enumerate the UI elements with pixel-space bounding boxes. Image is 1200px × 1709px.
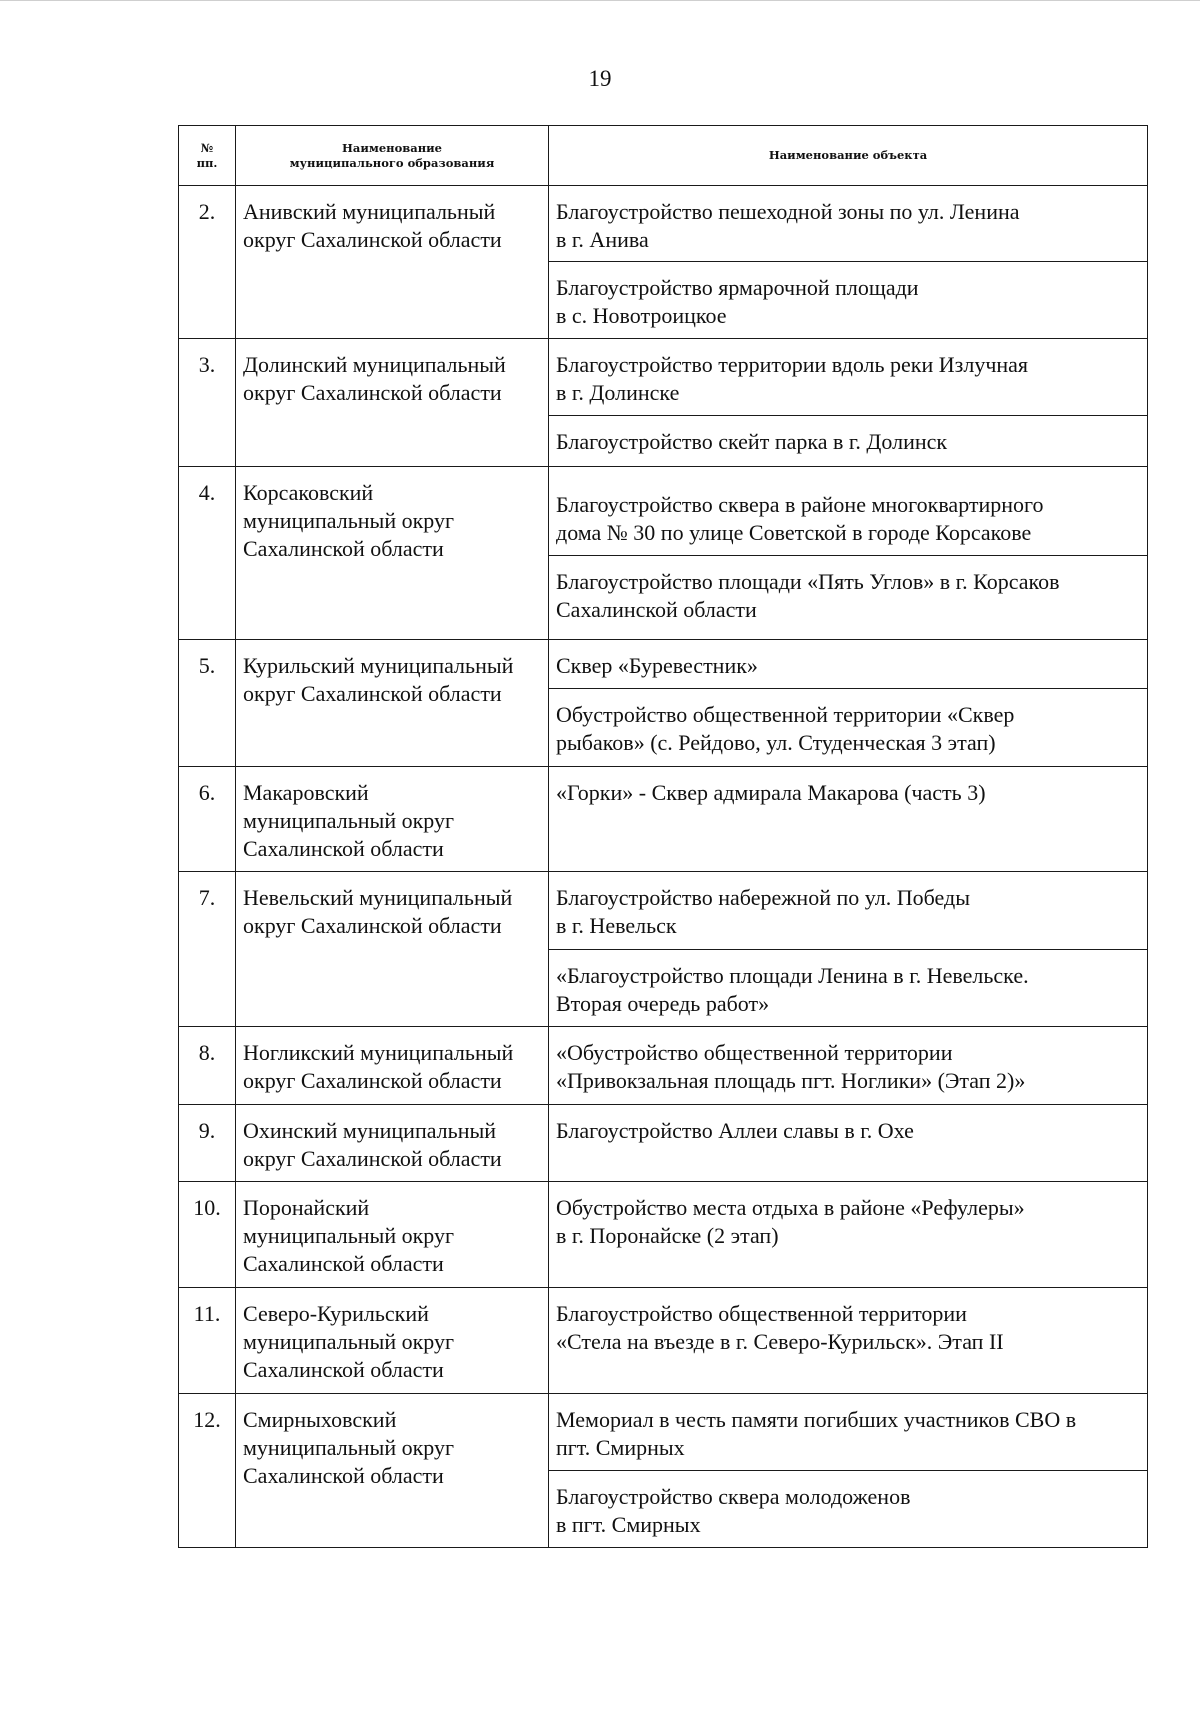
object-line: Благоустройство территории вдоль реки Излучная [556, 352, 1029, 377]
object-cell [549, 1105, 1148, 1182]
row-number: 10. [179, 1182, 236, 1288]
table-row [179, 467, 1148, 556]
municipality-line: Ногликский муниципальный [243, 1040, 514, 1065]
object-cell [549, 556, 1148, 640]
municipality-line: округ Сахалинской области [243, 681, 502, 706]
object-line: в г. Невельск [556, 913, 677, 938]
table-row [179, 1288, 1148, 1394]
object-cell [549, 467, 1148, 556]
object-line: в г. Поронайске (2 этап) [556, 1223, 779, 1248]
municipality-line: муниципальный округ [243, 1329, 455, 1354]
object-cell [549, 1182, 1148, 1288]
municipality-cell [236, 339, 549, 467]
table-row [179, 339, 1148, 416]
municipality-line: Охинский муниципальный [243, 1118, 497, 1143]
municipality-line: муниципальный округ [243, 808, 455, 833]
row-number: 11. [179, 1288, 236, 1394]
object-cell [549, 1288, 1148, 1394]
municipality-line: Сахалинской области [243, 536, 444, 561]
table-row [179, 1394, 1148, 1471]
municipality-line: Сахалинской области [243, 1463, 444, 1488]
object-line: Обустройство общественной территории «Сквер [556, 702, 1015, 727]
header-object [549, 126, 1148, 186]
object-cell [549, 1027, 1148, 1105]
object-line: Благоустройство пешеходной зоны по ул. Ленина [556, 199, 1020, 224]
row-number: 6. [179, 767, 236, 872]
object-cell [549, 262, 1148, 339]
municipality-cell [236, 1105, 549, 1182]
object-line: Обустройство места отдыха в районе «Рефулеры» [556, 1195, 1025, 1220]
object-line: Сквер «Буревестник» [556, 653, 758, 678]
municipality-line: Курильский муниципальный [243, 653, 514, 678]
municipality-cell [236, 1288, 549, 1394]
table-header-row [179, 126, 1148, 186]
row-number: 7. [179, 872, 236, 1027]
object-cell [549, 950, 1148, 1027]
object-line: рыбаков» (с. Рейдово, ул. Студенческая 3 этап) [556, 730, 996, 755]
header-municipality-line: Наименование [342, 140, 442, 155]
municipality-cell [236, 186, 549, 339]
objects-table [178, 125, 1148, 1548]
header-municipality [236, 126, 549, 186]
object-line: «Привокзальная площадь пгт. Ноглики» (Этап 2)» [556, 1068, 1026, 1093]
table-row [179, 1027, 1148, 1105]
page-number: 19 [588, 66, 612, 91]
municipality-line: муниципальный округ [243, 1223, 455, 1248]
row-number: 5. [179, 640, 236, 767]
municipality-line: Смирныховский [243, 1407, 397, 1432]
object-cell [549, 640, 1148, 689]
municipality-cell [236, 1394, 549, 1548]
object-cell [549, 416, 1148, 467]
row-number: 3. [179, 339, 236, 467]
municipality-cell [236, 872, 549, 1027]
object-line: Благоустройство скейт парка в г. Долинск [556, 429, 948, 454]
municipality-line: муниципальный округ [243, 1435, 455, 1460]
header-num-line: пп. [196, 155, 218, 170]
object-line: Благоустройство площади «Пять Углов» в г. Корсаков [556, 569, 1060, 594]
municipality-line: Сахалинской области [243, 1357, 444, 1382]
table-row [179, 872, 1148, 950]
municipality-line: Сахалинской области [243, 836, 444, 861]
table-row [179, 767, 1148, 872]
object-line: Благоустройство ярмарочной площади [556, 275, 919, 300]
object-line: в г. Анива [556, 227, 649, 252]
table-row [179, 640, 1148, 689]
object-line: в пгт. Смирных [556, 1512, 701, 1537]
header-municipality-line: муниципального образования [289, 155, 495, 170]
municipality-line: Сахалинской области [243, 1251, 444, 1276]
object-line: Благоустройство сквера молодоженов [556, 1484, 911, 1509]
header-num-line: № [200, 140, 214, 155]
object-cell [549, 1394, 1148, 1471]
municipality-line: Долинский муниципальный [243, 352, 506, 377]
municipality-line: округ Сахалинской области [243, 227, 502, 252]
object-cell [549, 339, 1148, 416]
row-number: 8. [179, 1027, 236, 1105]
object-line: Сахалинской области [556, 597, 757, 622]
municipality-line: Макаровский [243, 780, 369, 805]
municipality-line: Невельский муниципальный [243, 885, 513, 910]
municipality-cell [236, 640, 549, 767]
municipality-cell [236, 1027, 549, 1105]
object-line: в г. Долинске [556, 380, 680, 405]
object-cell [549, 186, 1148, 262]
table-row [179, 1105, 1148, 1182]
header-object-line: Наименование объекта [768, 148, 928, 162]
object-cell [549, 1471, 1148, 1548]
object-line: в с. Новотроицкое [556, 303, 727, 328]
municipality-line: округ Сахалинской области [243, 1068, 502, 1093]
object-cell [549, 689, 1148, 767]
object-line: Благоустройство Аллеи славы в г. Охе [556, 1118, 914, 1143]
row-number: 9. [179, 1105, 236, 1182]
object-line: Благоустройство общественной территории [556, 1301, 967, 1326]
municipality-line: округ Сахалинской области [243, 1146, 502, 1171]
municipality-cell [236, 467, 549, 640]
object-line: «Стела на въезде в г. Северо-Курильск». Этап II [556, 1329, 1004, 1354]
table-body [179, 186, 1148, 1548]
municipality-line: округ Сахалинской области [243, 913, 502, 938]
municipality-line: Поронайский [243, 1195, 370, 1220]
object-line: Вторая очередь работ» [556, 991, 770, 1016]
scan-edge [0, 0, 1200, 1]
municipality-cell [236, 1182, 549, 1288]
object-line: «Горки» - Сквер адмирала Макарова (часть 3) [556, 780, 986, 805]
object-line: Благоустройство сквера в районе многоквартирного [556, 492, 1044, 517]
table-row [179, 186, 1148, 262]
municipality-cell [236, 767, 549, 872]
object-line: «Благоустройство площади Ленина в г. Невельске. [556, 963, 1029, 988]
object-line: пгт. Смирных [556, 1435, 685, 1460]
municipality-line: Корсаковский [243, 480, 374, 505]
object-line: дома № 30 по улице Советской в городе Корсакове [556, 520, 1032, 545]
municipality-line: Северо-Курильский [243, 1301, 429, 1326]
object-cell [549, 767, 1148, 872]
municipality-line: Анивский муниципальный [243, 199, 496, 224]
municipality-line: округ Сахалинской области [243, 380, 502, 405]
header-num [179, 126, 236, 186]
object-cell [549, 872, 1148, 950]
table-row [179, 1182, 1148, 1288]
row-number: 4. [179, 467, 236, 640]
row-number: 2. [179, 186, 236, 339]
object-line: «Обустройство общественной территории [556, 1040, 953, 1065]
object-line: Мемориал в честь памяти погибших участников СВО в [556, 1407, 1077, 1432]
row-number: 12. [179, 1394, 236, 1548]
municipality-line: муниципальный округ [243, 508, 455, 533]
object-line: Благоустройство набережной по ул. Победы [556, 885, 971, 910]
